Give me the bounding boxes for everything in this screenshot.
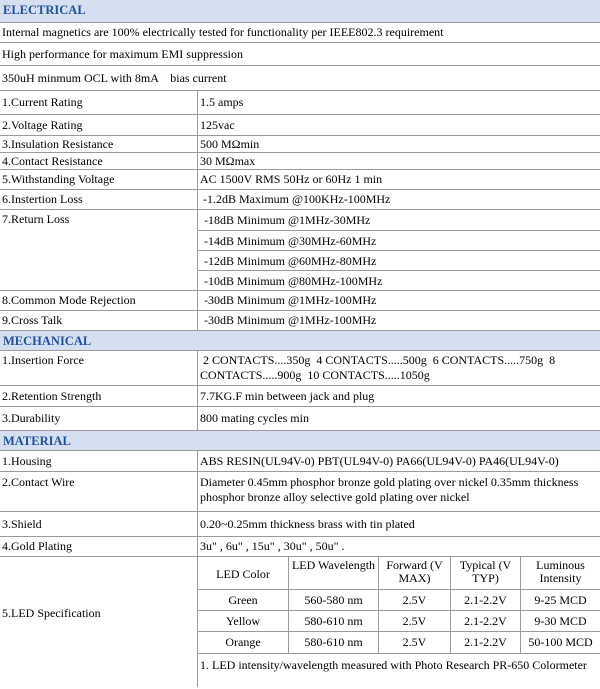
spec-value: -30dB Minimum @1MHz-100MHz bbox=[204, 313, 377, 327]
spec-row bbox=[0, 152, 600, 169]
spec-label: 2.Retention Strength bbox=[0, 386, 198, 406]
spec-value: 30 MΩmax bbox=[200, 153, 256, 168]
led-note: 1. LED intensity/wavelength measured with Photo Research PR-650 Colormeter bbox=[200, 658, 587, 672]
spec-value: Diameter 0.45mm phosphor bronze gold plating over nickel 0.35mm thickness phosphor bronze alloy selective gold plating over nickel bbox=[200, 475, 579, 504]
spec-label: 2.Contact Wire bbox=[0, 472, 198, 511]
spec-label: 5.Withstanding Voltage bbox=[0, 170, 198, 189]
led-cell: 9-30 MCD bbox=[520, 611, 600, 631]
led-header-cell: LED Color bbox=[216, 566, 270, 581]
spec-label: 1.Insertion Force bbox=[0, 351, 198, 385]
spec-value: 3u" , 6u" , 15u" , 30u" , 50u" . bbox=[200, 539, 345, 553]
led-cell: 2.1-2.2V bbox=[450, 632, 520, 653]
led-table-row bbox=[198, 589, 600, 610]
spec-row bbox=[0, 135, 600, 152]
led-cell: 2.1-2.2V bbox=[450, 611, 520, 631]
spec-label: 9.Cross Talk bbox=[0, 311, 198, 330]
spec-label: 5.LED Specification bbox=[0, 557, 198, 687]
spec-row bbox=[0, 350, 600, 385]
spec-label: 3.Insulation Resistance bbox=[0, 136, 198, 152]
spec-label: 6.Instertion Loss bbox=[0, 190, 198, 209]
spec-label: 2.Voltage Rating bbox=[0, 115, 198, 135]
spec-label: 1.Current Rating bbox=[0, 91, 198, 114]
spec-value: AC 1500V RMS 50Hz or 60Hz 1 min bbox=[200, 172, 383, 186]
spec-label: 4.Gold Plating bbox=[0, 537, 198, 556]
spec-value: -30dB Minimum @1MHz-100MHz bbox=[204, 293, 377, 307]
spec-value: 1.5 amps bbox=[200, 95, 244, 109]
led-table-row bbox=[198, 631, 600, 653]
led-cell: Orange bbox=[225, 635, 261, 649]
led-cell: 580-610 nm bbox=[288, 632, 378, 653]
led-table-header bbox=[198, 557, 600, 589]
spec-row bbox=[0, 536, 600, 556]
return-loss-value: -12dB Minimum @60MHz-80MHz bbox=[198, 250, 600, 270]
spec-row bbox=[0, 90, 600, 114]
led-cell: Yellow bbox=[225, 613, 261, 628]
note-row bbox=[0, 42, 600, 65]
spec-value: 7.7KG.F min between jack and plug bbox=[200, 388, 375, 403]
led-cell: 560-580 nm bbox=[288, 590, 378, 610]
spec-row bbox=[0, 385, 600, 406]
spec-row bbox=[0, 450, 600, 471]
note-text: 350uH minmum OCL with 8mA bias current bbox=[2, 70, 227, 85]
spec-row bbox=[0, 114, 600, 135]
return-loss-value: -14dB Minimum @30MHz-60MHz bbox=[198, 230, 600, 250]
led-cell: 50-100 MCD bbox=[520, 632, 600, 653]
led-cell: 580-610 nm bbox=[288, 611, 378, 631]
spec-row bbox=[0, 406, 600, 430]
led-header-cell: Forward (V MAX) bbox=[378, 557, 450, 589]
led-spec-table bbox=[198, 557, 600, 687]
spec-row bbox=[0, 169, 600, 189]
spec-value: 500 MΩmin bbox=[200, 136, 260, 151]
return-loss-value: -10dB Minimum @80MHz-100MHz bbox=[198, 270, 600, 290]
spec-label: 8.Common Mode Rejection bbox=[0, 291, 198, 310]
spec-value: 125vac bbox=[200, 117, 235, 132]
spec-value: 0.20~0.25mm thickness brass with tin plated bbox=[200, 516, 415, 531]
led-header-cell: Luminous Intensity bbox=[520, 557, 600, 589]
section-mechanical bbox=[0, 330, 600, 350]
spec-row bbox=[0, 471, 600, 511]
spec-label: 3.Shield bbox=[0, 512, 198, 536]
led-cell: 2.5V bbox=[378, 611, 450, 631]
note-row bbox=[0, 22, 600, 42]
spec-label: 1.Housing bbox=[0, 451, 198, 471]
led-cell: 2.5V bbox=[378, 632, 450, 653]
spec-value: ABS RESIN(UL94V-0) PBT(UL94V-0) PA66(UL94V-0) PA46(UL94V-0) bbox=[200, 453, 559, 468]
section-material bbox=[0, 430, 600, 450]
led-header-cell: Typical (V TYP) bbox=[450, 557, 520, 589]
note-row bbox=[0, 65, 600, 90]
spec-value: -1.2dB Maximum @100KHz-100MHz bbox=[200, 192, 391, 206]
spec-row bbox=[0, 511, 600, 536]
spec-label: 3.Durability bbox=[0, 407, 198, 430]
section-electrical bbox=[0, 0, 600, 22]
spec-row-led bbox=[0, 556, 600, 687]
led-cell: 2.1-2.2V bbox=[450, 590, 520, 610]
spec-row bbox=[0, 189, 600, 209]
led-cell: Green bbox=[228, 592, 258, 607]
led-header-cell: LED Wavelength bbox=[288, 557, 378, 589]
led-cell: 9-25 MCD bbox=[520, 590, 600, 610]
section-heading-electrical: ELECTRICAL bbox=[3, 3, 86, 17]
spec-row bbox=[0, 290, 600, 310]
note-text: High performance for maximum EMI suppression bbox=[2, 46, 243, 61]
section-heading-material: MATERIAL bbox=[3, 434, 71, 448]
spec-row-return-loss bbox=[0, 209, 600, 290]
spec-label: 4.Contact Resistance bbox=[0, 153, 198, 169]
spec-label: 7.Return Loss bbox=[0, 210, 198, 290]
spec-value: 800 mating cycles min bbox=[200, 411, 309, 425]
return-loss-values bbox=[198, 210, 600, 290]
return-loss-value: -18dB Minimum @1MHz-30MHz bbox=[204, 213, 371, 227]
section-heading-mechanical: MECHANICAL bbox=[3, 334, 92, 348]
note-text: Internal magnetics are 100% electrically tested for functionality per IEEE802.3 requirement bbox=[2, 25, 444, 39]
spec-row bbox=[0, 310, 600, 330]
led-cell: 2.5V bbox=[378, 590, 450, 610]
led-table-row bbox=[198, 610, 600, 631]
led-note-row bbox=[198, 653, 600, 688]
spec-value: 2 CONTACTS....350g 4 CONTACTS.....500g 6 CONTACTS.....750g 8 CONTACTS.....900g 10 CONTACTS.....1050g bbox=[200, 353, 559, 382]
